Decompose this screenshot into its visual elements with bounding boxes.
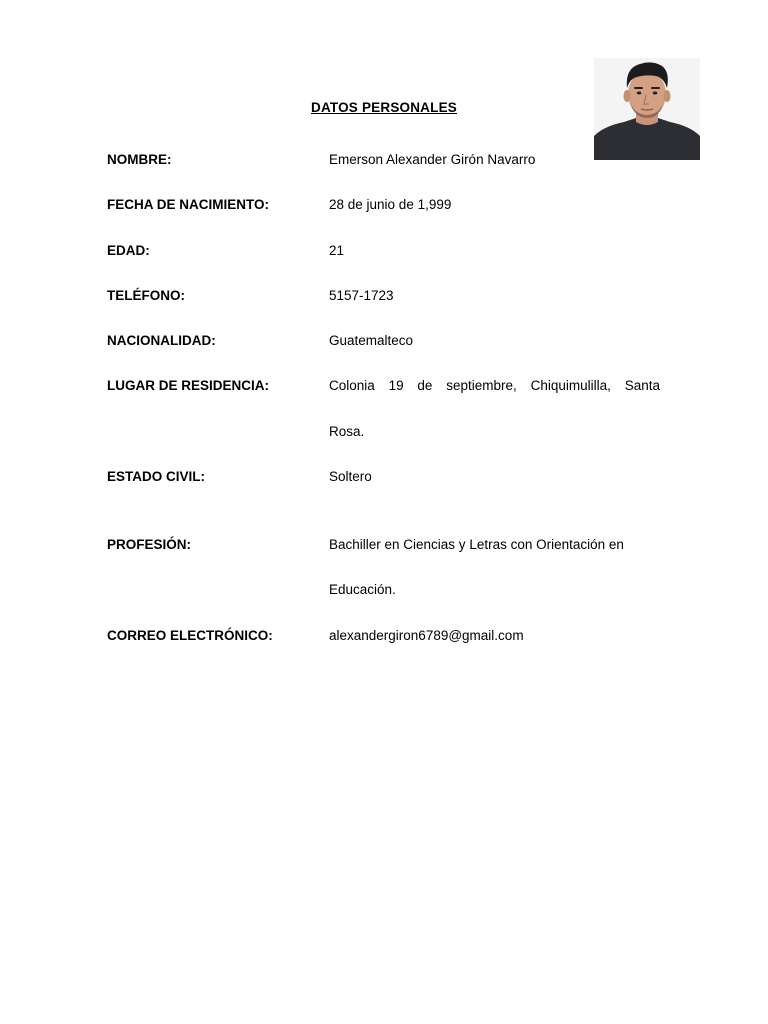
document-title: DATOS PERSONALES [311,100,457,115]
value-fecha-nacimiento: 28 de junio de 1,999 [329,197,452,212]
label-correo-electronico: CORREO ELECTRÓNICO: [107,628,273,643]
profile-photo-illustration [594,58,700,160]
value-correo-electronico: alexandergiron6789@gmail.com [329,628,524,643]
label-profesion: PROFESIÓN: [107,537,192,552]
value-lugar-residencia-line2: Rosa. [329,424,365,439]
value-telefono: 5157-1723 [329,288,394,303]
label-edad: EDAD: [107,243,150,258]
label-nacionalidad: NACIONALIDAD: [107,333,216,348]
value-profesion-line1: Bachiller en Ciencias y Letras con Orientación en [329,537,624,552]
value-nacionalidad: Guatemalteco [329,333,414,348]
label-lugar-residencia: LUGAR DE RESIDENCIA: [107,378,270,393]
value-profesion-line2: Educación. [329,582,396,597]
label-fecha-nacimiento: FECHA DE NACIMIENTO: [107,197,269,212]
value-estado-civil: Soltero [329,469,372,484]
label-nombre: NOMBRE: [107,152,172,167]
label-estado-civil: ESTADO CIVIL: [107,469,206,484]
profile-photo [594,58,700,160]
value-edad: 21 [329,243,345,258]
value-lugar-residencia-line1: Colonia 19 de septiembre, Chiquimulilla, Santa [329,378,660,393]
value-nombre: Emerson Alexander Girón Navarro [329,152,536,167]
label-telefono: TELÉFONO: [107,288,185,303]
